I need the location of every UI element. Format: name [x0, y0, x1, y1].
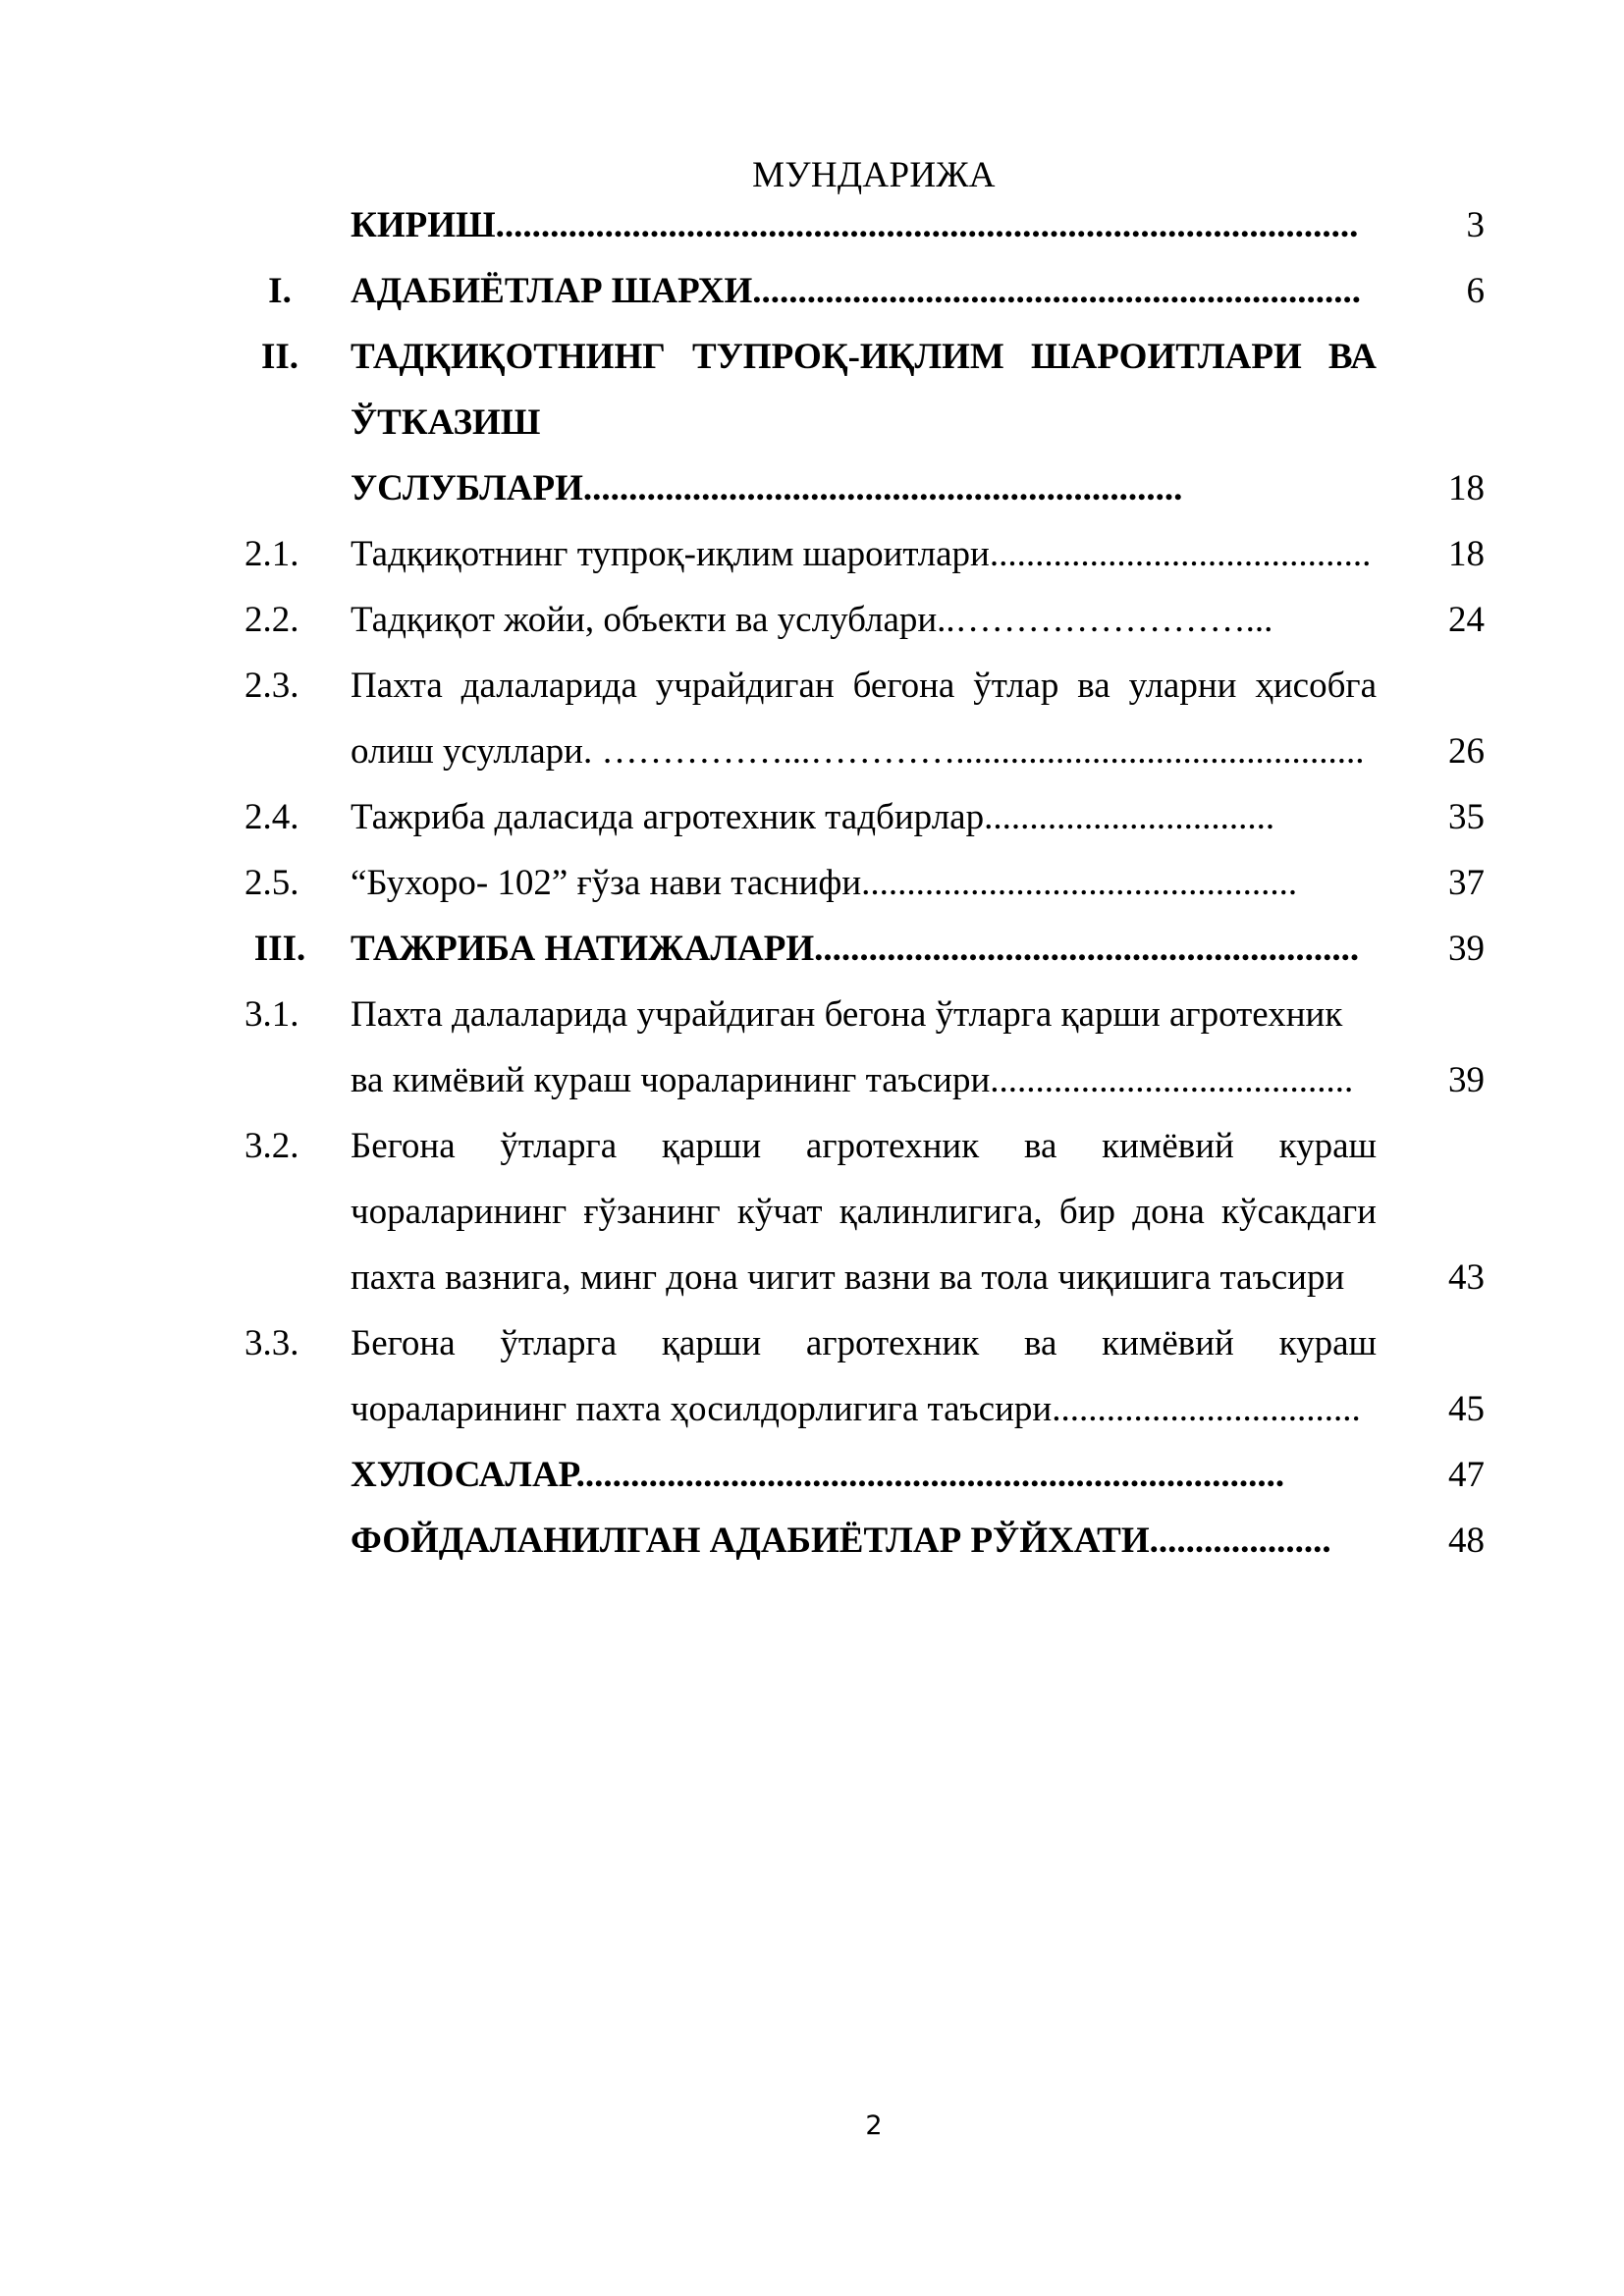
toc-entry-references	[238, 1508, 1514, 1574]
toc-entry-text: ТАДҚИҚОТНИНГ ТУПРОҚ-ИҚЛИМ ШАРОИТЛАРИ ВА ЎТКАЗИШ УСЛУБЛАРИ..................................................................	[351, 337, 1377, 508]
toc-entry-section-3-1	[238, 982, 1514, 1113]
toc-entry-page: 18	[1448, 534, 1485, 574]
toc-entry-page: 6	[1466, 271, 1485, 311]
page-number: 2	[865, 2110, 883, 2141]
toc-entry-section-3-3	[238, 1310, 1514, 1442]
toc-entry-section-2-2	[238, 587, 1514, 653]
toc-title: МУНДАРИЖА	[752, 155, 996, 195]
toc-entry-text: АДАБИЁТЛАР ШАРХИ...................................................................	[351, 271, 1362, 311]
toc-entry-text: “Бухоро- 102” ғўза нави таснифи................................................	[351, 863, 1298, 903]
toc-entry-section-2-3	[238, 653, 1514, 784]
toc-entry-introduction	[238, 192, 1514, 258]
toc-entry-number: 3.2.	[244, 1126, 299, 1166]
toc-entry-text: КИРИШ...............................................................................................	[351, 205, 1359, 245]
toc-entry-text: Бегона ўтларга қарши агротехник ва кимёвий кураш чораларининг пахта ҳосилдорлигига таъсири..................................	[351, 1323, 1377, 1429]
toc-entry-number: 2.5.	[244, 863, 299, 903]
toc-entry-page: 45	[1448, 1389, 1485, 1429]
toc-entry-section-2-4	[238, 784, 1514, 850]
toc-entry-page: 43	[1448, 1257, 1485, 1298]
toc-entry-number: II.	[260, 337, 299, 377]
toc-entry-text: ХУЛОСАЛАР..............................................................................	[351, 1455, 1285, 1495]
toc-entry-text: Бегона ўтларга қарши агротехник ва кимёвий кураш чораларининг ғўзанинг кўчат қалинлигига, бир дона кўсакдаги пахта вазнига, минг дона чигит вазни ва тола чиқишига таъсири	[351, 1126, 1377, 1298]
toc-entry-number: 2.1.	[244, 534, 299, 574]
toc-entry-number: I.	[268, 271, 292, 311]
toc-entry-page: 48	[1448, 1521, 1485, 1561]
toc-entry-section-2-1	[238, 521, 1514, 587]
toc-entry-text: Тадқиқот жойи, объекти ва услублари..……………………...	[351, 600, 1273, 640]
toc-entry-number	[238, 192, 351, 258]
toc-entry-number: 3.1.	[244, 994, 299, 1035]
toc-entry-section-2-5	[238, 850, 1514, 916]
toc-entry-text: Пахта далаларида учрайдиган бегона ўтлар ва уларни ҳисобга олиш усуллари. ……………...………….............................................	[351, 666, 1377, 772]
toc-entry-number: 3.3.	[244, 1323, 299, 1363]
toc-entry-page: 39	[1448, 929, 1485, 969]
toc-entry-text: Тадқиқотнинг тупроқ-иқлим шароитлари..........................................	[351, 534, 1372, 574]
toc-entry-page: 39	[1448, 1060, 1485, 1100]
toc-entry-page: 18	[1448, 468, 1485, 508]
toc-entry-text: ФОЙДАЛАНИЛГАН АДАБИЁТЛАР РЎЙХАТИ....................	[351, 1521, 1331, 1561]
toc-entry-page: 47	[1448, 1455, 1485, 1495]
toc-entry-chapter-2	[238, 324, 1514, 521]
toc-entry-number	[238, 1442, 351, 1508]
toc-entry-page: 24	[1448, 600, 1485, 640]
toc-entry-page: 3	[1466, 205, 1485, 245]
toc-entry-section-3-2	[238, 1113, 1514, 1310]
toc-entry-page: 35	[1448, 797, 1485, 837]
toc-entry-text: ТАЖРИБА НАТИЖАЛАРИ............................................................	[351, 929, 1360, 969]
table-of-contents	[238, 192, 1514, 1574]
toc-entry-number: 2.4.	[244, 797, 299, 837]
toc-entry-chapter-1	[238, 258, 1514, 324]
toc-entry-page: 37	[1448, 863, 1485, 903]
toc-entry-text: Тажриба даласида агротехник тадбирлар................................	[351, 797, 1275, 837]
toc-entry-number: III.	[253, 929, 306, 969]
toc-entry-number: 2.3.	[244, 666, 299, 706]
toc-entry-number: 2.2.	[244, 600, 299, 640]
toc-entry-number	[238, 1508, 351, 1574]
toc-entry-conclusions	[238, 1442, 1514, 1508]
toc-entry-page: 26	[1448, 731, 1485, 772]
toc-entry-text: Пахта далаларида учрайдиган бегона ўтларга қарши агротехник ва кимёвий кураш чораларининг таъсири........................................	[351, 994, 1354, 1100]
toc-entry-chapter-3	[238, 916, 1514, 982]
